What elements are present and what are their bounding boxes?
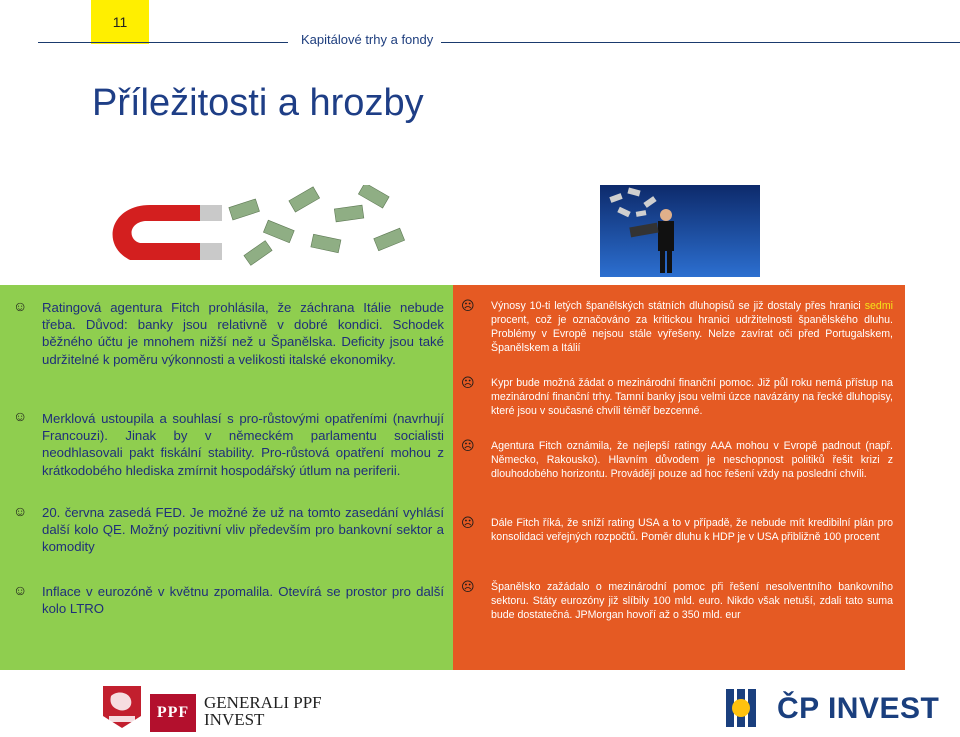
section-title: Kapitálové trhy a fondy xyxy=(301,32,434,47)
frowny-icon: ☹ xyxy=(461,298,475,313)
threat-item: Španělsko zažádalo o mezinárodní pomoc při řešení nesolventního bankovního sektoru. Státy eurozóny již slíbily 100 mld. euro. Nikdo však netuší, zdali tato suma bude dostatečná. JPMorgan hovoří až o 350 mld. eur xyxy=(491,581,893,621)
generali-lion-logo xyxy=(99,682,145,730)
page-number: 11 xyxy=(91,0,149,44)
frowny-icon: ☹ xyxy=(461,579,475,594)
cp-invest-logo-icon xyxy=(722,685,760,731)
threat-item: Agentura Fitch oznámila, že nejlepší ratingy AAA mohou v Evropě padnout (např. Německo, Rakousko). Hlavním důvodem je neschopnost politiků řešit krizi z dlouhodobého horizontu. Provádějí pouze ad hoc řešení vždy na poslední chvíli. xyxy=(491,440,893,480)
businessman-money-illustration xyxy=(600,185,760,277)
frowny-icon: ☹ xyxy=(461,515,475,530)
opportunity-item: 20. června zasedá FED. Je možné že už na tomto zasedání vyhlásí další kolo QE. Možný pozitivní vliv především pro bankovní sektor a komodity xyxy=(42,505,444,555)
threat-highlight: sedmi xyxy=(864,300,893,312)
threat-item: Dále Fitch říká, že sníží rating USA a to v případě, že nebude mít kredibilní plán pro konsolidaci veřejných rozpočtů. Poměr dluhu k HDP je v USA přibližně 100 procent xyxy=(491,517,893,543)
opportunity-item: Ratingová agentura Fitch prohlásila, že záchrana Itálie nebude třeba. Důvod: banky jsou relativně v dobré kondici. Schodek běžného účtu je mnohem nižší než u Španělska. Deficity jsou také udržitelné k poměru výkonnosti a velikosti italské ekonomiky. xyxy=(42,300,444,367)
ppf-logo: PPF xyxy=(150,694,196,732)
threat-text-end: procent, což je označováno za kritickou hranici udržitelnosti španělského dluhu. Problémy v Evropě nejsou stále vyřešeny. Nelze zavírat oči před Portugalskem, Španělskem a Itálií xyxy=(491,314,893,354)
page-title: Příležitosti a hrozby xyxy=(92,82,424,124)
generali-ppf-line: GENERALI PPF xyxy=(204,693,322,712)
invest-line: INVEST xyxy=(204,710,265,729)
header-rule-right xyxy=(441,42,960,43)
threat-item xyxy=(491,299,893,355)
header-rule-left xyxy=(38,42,288,43)
frowny-icon: ☹ xyxy=(461,438,475,453)
smiley-icon: ☺ xyxy=(13,503,28,519)
threat-item: Kypr bude možná žádat o mezinárodní finanční pomoc. Již půl roku nemá přístup na mezinárodní finanční trhy. Tamní banky jsou velmi úzce navázány na řecké dluhopisy, které jsou v současné chvíli téměř bezcenné. xyxy=(491,377,893,417)
opportunity-item: Inflace v eurozóně v květnu zpomalila. Otevírá se prostor pro další kolo LTRO xyxy=(42,584,444,617)
cp-invest-logo-text: ČP INVEST xyxy=(777,692,940,725)
frowny-icon: ☹ xyxy=(461,375,475,390)
generali-ppf-invest-logo xyxy=(204,694,322,728)
smiley-icon: ☺ xyxy=(13,298,28,314)
opportunity-item: Merklová ustoupila a souhlasí s pro-růstovými opatřeními (navrhují Francouzi). Jinak by v německém parlamentu socialisti neodhlasovali pakt fiskální stability. Pro-růstová opatření mohou z krátkodobého hlediska zmírnit hospodářský útlum na periferii. xyxy=(42,411,444,478)
smiley-icon: ☺ xyxy=(13,408,28,424)
magnet-money-illustration xyxy=(90,185,420,275)
smiley-icon: ☺ xyxy=(13,582,28,598)
threat-text-start: Výnosy 10-ti letých španělských státních dluhopisů se již dostaly přes hranici xyxy=(491,300,865,312)
